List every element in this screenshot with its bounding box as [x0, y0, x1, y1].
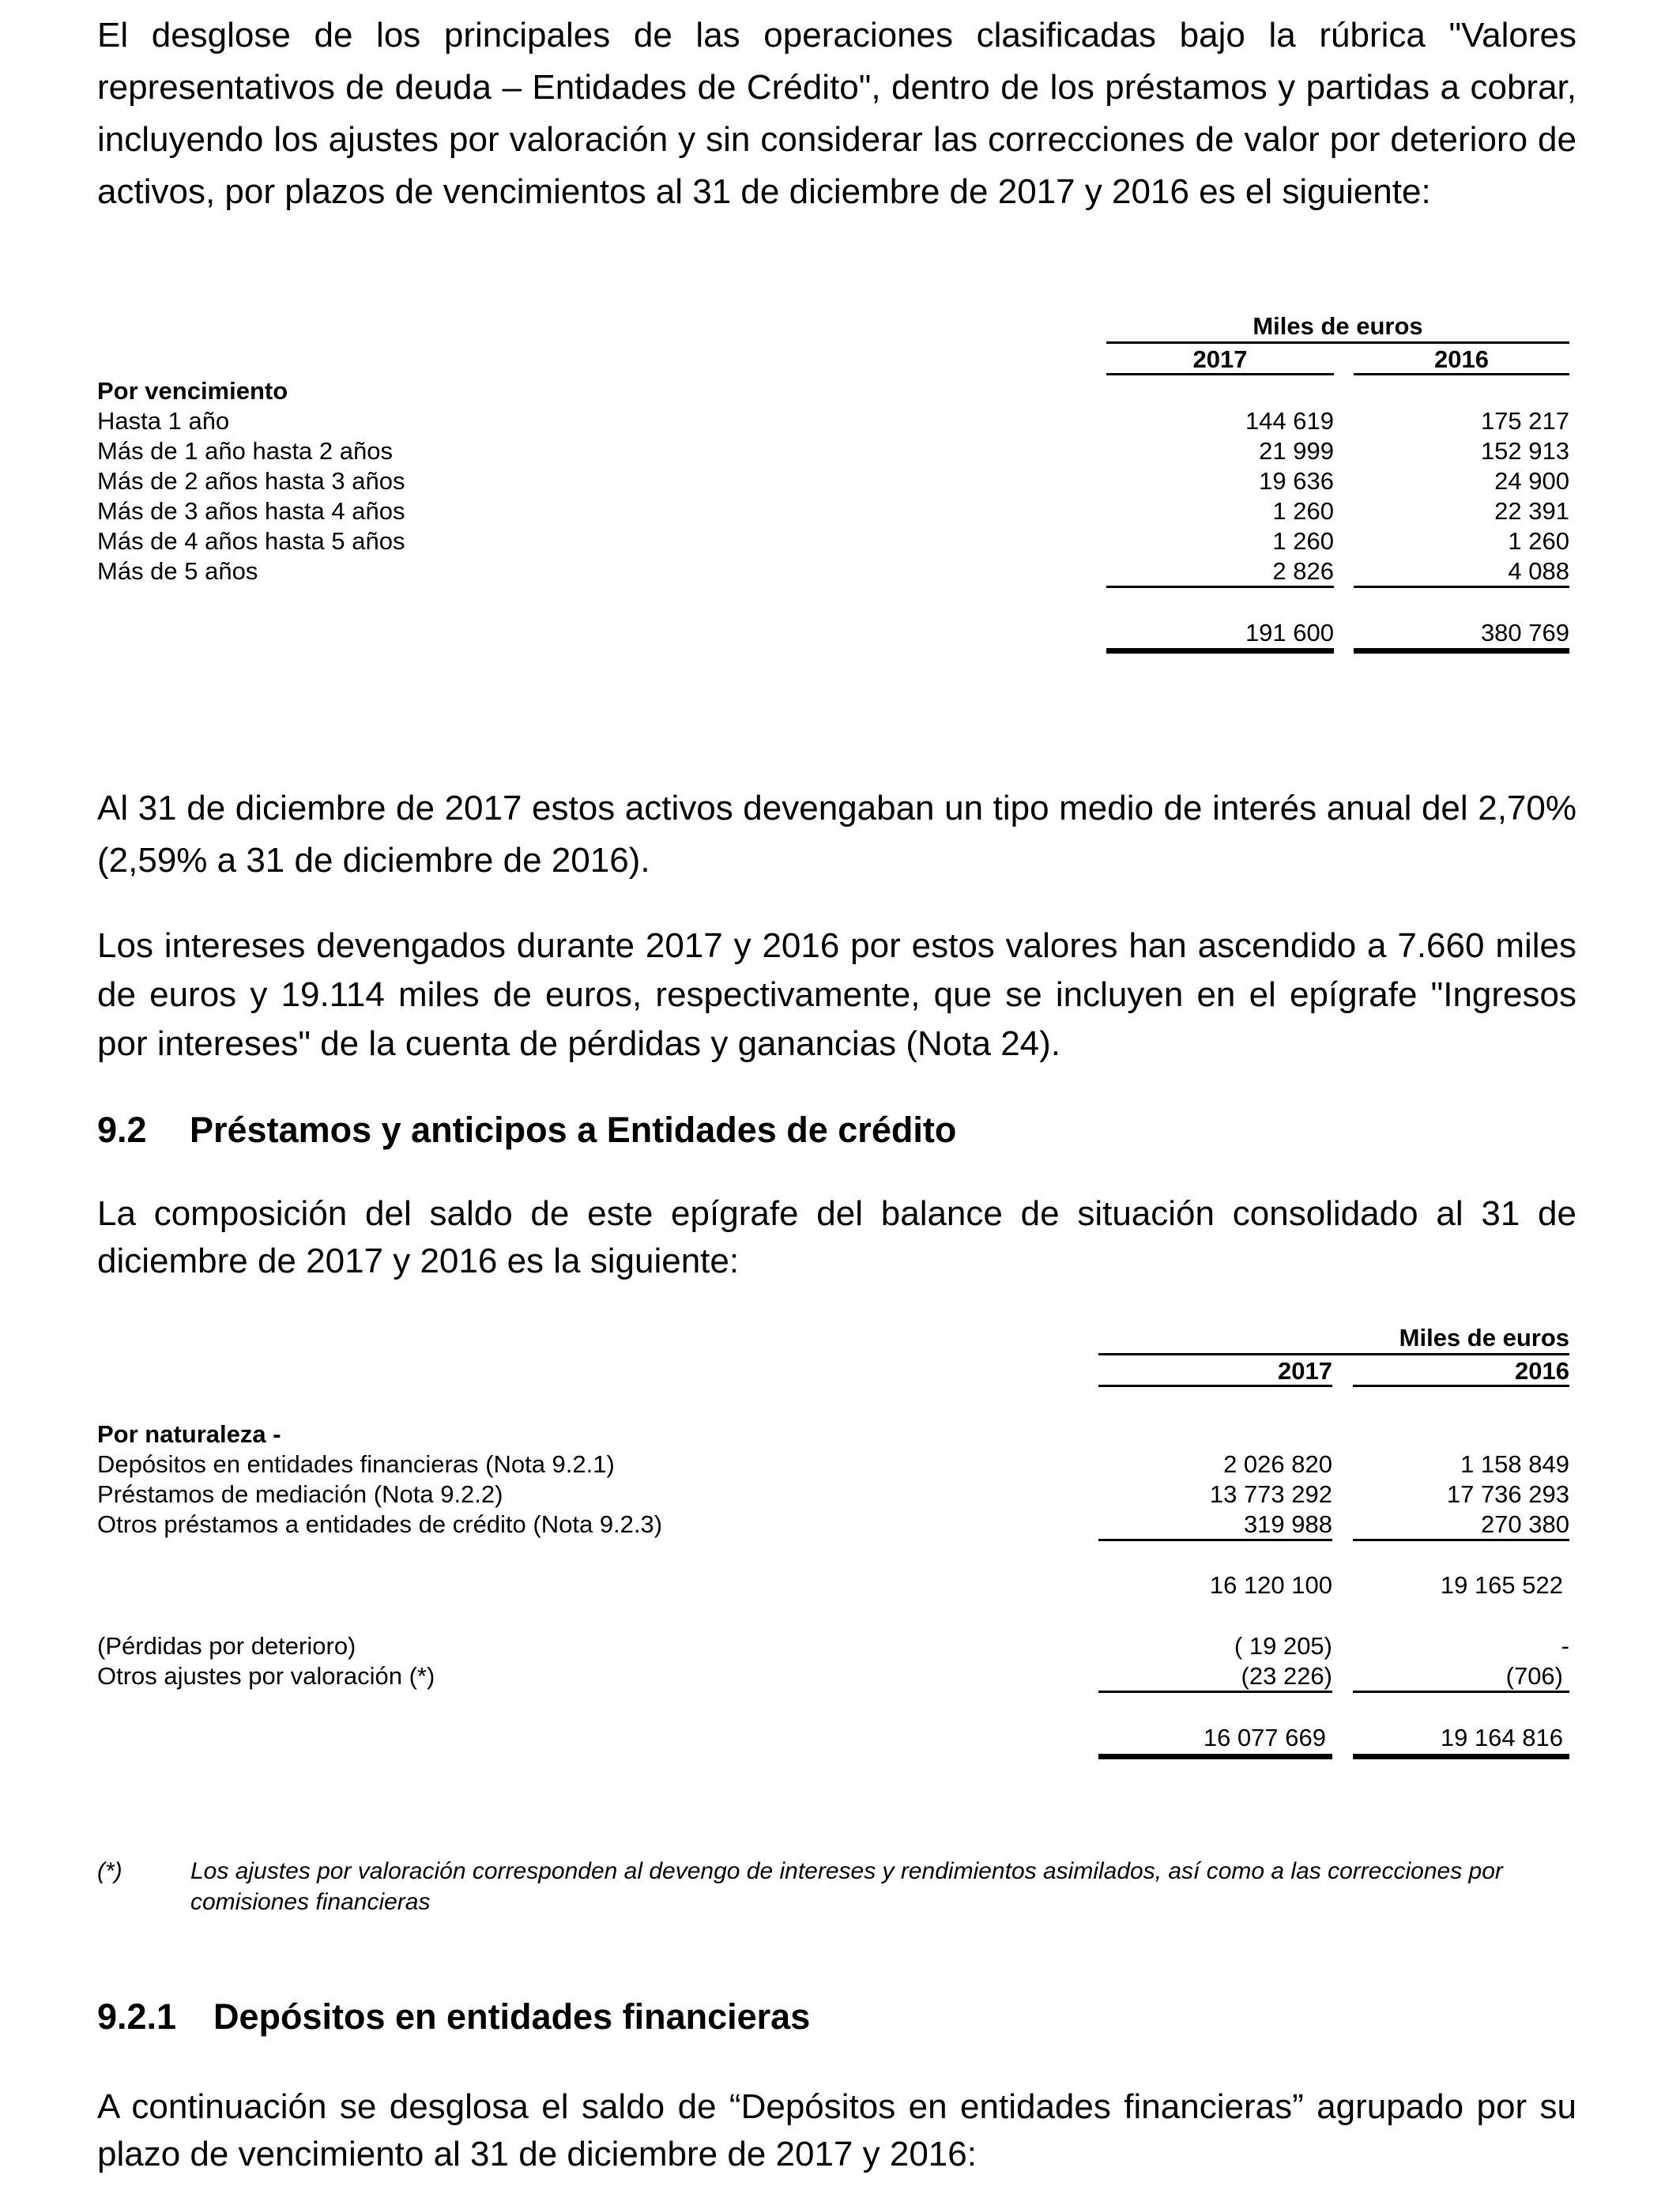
table2-adjustment-label: Otros ajustes por valoración (*) — [97, 1662, 435, 1690]
table1-unit-header: Miles de euros — [1252, 312, 1423, 340]
table2-row-label: Otros préstamos a entidades de crédito (Nota 9.2.3) — [97, 1510, 663, 1538]
table2-subtotal-2016: 19 165 522 — [1440, 1571, 1563, 1599]
footnote-text: Los ajustes por valoración corresponden al devengo de intereses y rendimientos asimilados, así como a las correcciones por comisiones financieras — [190, 1858, 1503, 1915]
section-number: 9.2 — [97, 1110, 147, 1150]
section-title: Depósitos en entidades financieras — [213, 1996, 811, 2037]
table1-subtotal-rule-2017 — [1106, 586, 1334, 588]
table1-row-label: Más de 2 años hasta 3 años — [97, 467, 405, 495]
section-title: Préstamos y anticipos a Entidades de crédito — [190, 1110, 957, 1150]
table1-row-2017: 144 619 — [1245, 407, 1334, 435]
table2-unit-header: Miles de euros — [1399, 1324, 1569, 1351]
intro-paragraph: El desglose de los principales de las operaciones clasificadas bajo la rúbrica "Valores representativos de deuda – Entidades de Crédito", dentro de los préstamos y partidas a cobrar, incluyendo los ajustes por valoración y sin considerar las correcciones de valor por deterioro de activos, por plazos de vencimientos al 31 de diciembre de 2017 y 2016 es el siguiente: — [97, 16, 1576, 211]
footnote-marker: (*) — [97, 1858, 122, 1884]
table1-row-2016: 4 088 — [1508, 557, 1569, 585]
table1-row-label: Más de 5 años — [97, 557, 258, 585]
table1-col-2016-rule — [1354, 373, 1569, 375]
table2-row-2017: 319 988 — [1243, 1510, 1332, 1538]
table2-total-rule-2016 — [1353, 1754, 1569, 1759]
table2-row-2016: 1 158 849 — [1460, 1450, 1569, 1478]
composition-paragraph: La composición del saldo de este epígrafe del balance de situación consolidado al 31 de diciembre de 2017 y 2016 es la siguiente: — [97, 1194, 1576, 1280]
table1-total-2016: 380 769 — [1480, 619, 1569, 647]
table2-adjustment-2016: - — [1561, 1632, 1569, 1660]
table1-row-2017: 19 636 — [1259, 467, 1334, 495]
table1-col-2016: 2016 — [1434, 345, 1489, 373]
table1-total-rule-2017 — [1106, 648, 1334, 654]
table2-row-2016: 17 736 293 — [1446, 1480, 1569, 1508]
table1-row-2017: 1 260 — [1272, 497, 1334, 525]
table2-subtotal-rule-2016 — [1353, 1539, 1569, 1541]
table2-section-label: Por naturaleza - — [97, 1420, 281, 1448]
table2-total-upper-rule-2016 — [1353, 1691, 1569, 1693]
table2-adjustment-2017: (23 226) — [1241, 1662, 1332, 1690]
table1-row-2016: 175 217 — [1480, 407, 1569, 435]
section-9-2-heading — [97, 1106, 956, 1154]
table1-row-2017: 2 826 — [1272, 557, 1334, 585]
table2-adjustment-2016: (706) — [1505, 1662, 1563, 1690]
table1-row-label: Más de 1 año hasta 2 años — [97, 437, 393, 465]
deposits-paragraph: A continuación se desglosa el saldo de “Depósitos en entidades financieras” agrupado por su plazo de vencimiento al 31 de diciembre de 2017 y 2016: — [97, 2087, 1576, 2173]
table1-col-2017: 2017 — [1192, 345, 1248, 373]
table1-row-2016: 152 913 — [1480, 437, 1569, 465]
table1-row-label: Hasta 1 año — [97, 407, 230, 435]
table2-col-2016-rule — [1353, 1385, 1569, 1387]
interest-rate-paragraph: Al 31 de diciembre de 2017 estos activos devengaban un tipo medio de interés anual del 2,70% (2,59% a 31 de diciembre de 2016). — [97, 789, 1576, 880]
table2-total-upper-rule-2017 — [1098, 1691, 1332, 1693]
table2-total-rule-2017 — [1098, 1754, 1332, 1759]
table1-subtotal-rule-2016 — [1354, 586, 1569, 588]
table2-total-2016: 19 164 816 — [1440, 1724, 1563, 1751]
table1-row-2016: 1 260 — [1508, 527, 1569, 555]
table2-subtotal-2017: 16 120 100 — [1209, 1571, 1332, 1599]
table2-row-2016: 270 380 — [1480, 1510, 1569, 1538]
interest-income-paragraph: Los intereses devengados durante 2017 y 2016 por estos valores han ascendido a 7.660 miles de euros y 19.114 miles de euros, respectivamente, que se incluyen en el epígrafe "Ingresos por intereses" de la cuenta de pérdidas y ganancias (Nota 24). — [97, 926, 1576, 1063]
table1-row-2017: 21 999 — [1259, 437, 1334, 465]
table1-section-label: Por vencimiento — [97, 377, 288, 405]
table2-header-rule — [1098, 1353, 1569, 1355]
table2-total-2017: 16 077 669 — [1203, 1724, 1326, 1751]
table2-row-label: Préstamos de mediación (Nota 9.2.2) — [97, 1480, 503, 1508]
table1-row-label: Más de 4 años hasta 5 años — [97, 527, 405, 555]
table2-col-2017: 2017 — [1278, 1357, 1332, 1385]
table1-row-2016: 22 391 — [1494, 497, 1569, 525]
table2-col-2016: 2016 — [1515, 1357, 1569, 1385]
section-9-2-1-heading — [97, 1993, 810, 2041]
table2-subtotal-rule-2017 — [1098, 1539, 1332, 1541]
table2-adjustment-label: (Pérdidas por deterioro) — [97, 1632, 356, 1660]
table2-col-2017-rule — [1098, 1385, 1332, 1387]
section-number: 9.2.1 — [97, 1996, 177, 2037]
table2-row-2017: 13 773 292 — [1209, 1480, 1332, 1508]
table2-row-label: Depósitos en entidades financieras (Nota 9.2.1) — [97, 1450, 615, 1478]
table1-col-2017-rule — [1106, 373, 1334, 375]
table2-adjustment-2017: ( 19 205) — [1234, 1632, 1332, 1660]
table1-row-2017: 1 260 — [1272, 527, 1334, 555]
table2-row-2017: 2 026 820 — [1223, 1450, 1332, 1478]
table1-total-rule-2016 — [1354, 648, 1569, 654]
table1-row-label: Más de 3 años hasta 4 años — [97, 497, 405, 525]
table1-row-2016: 24 900 — [1494, 467, 1569, 495]
table1-total-2017: 191 600 — [1245, 619, 1334, 647]
table1-header-rule — [1106, 341, 1569, 344]
